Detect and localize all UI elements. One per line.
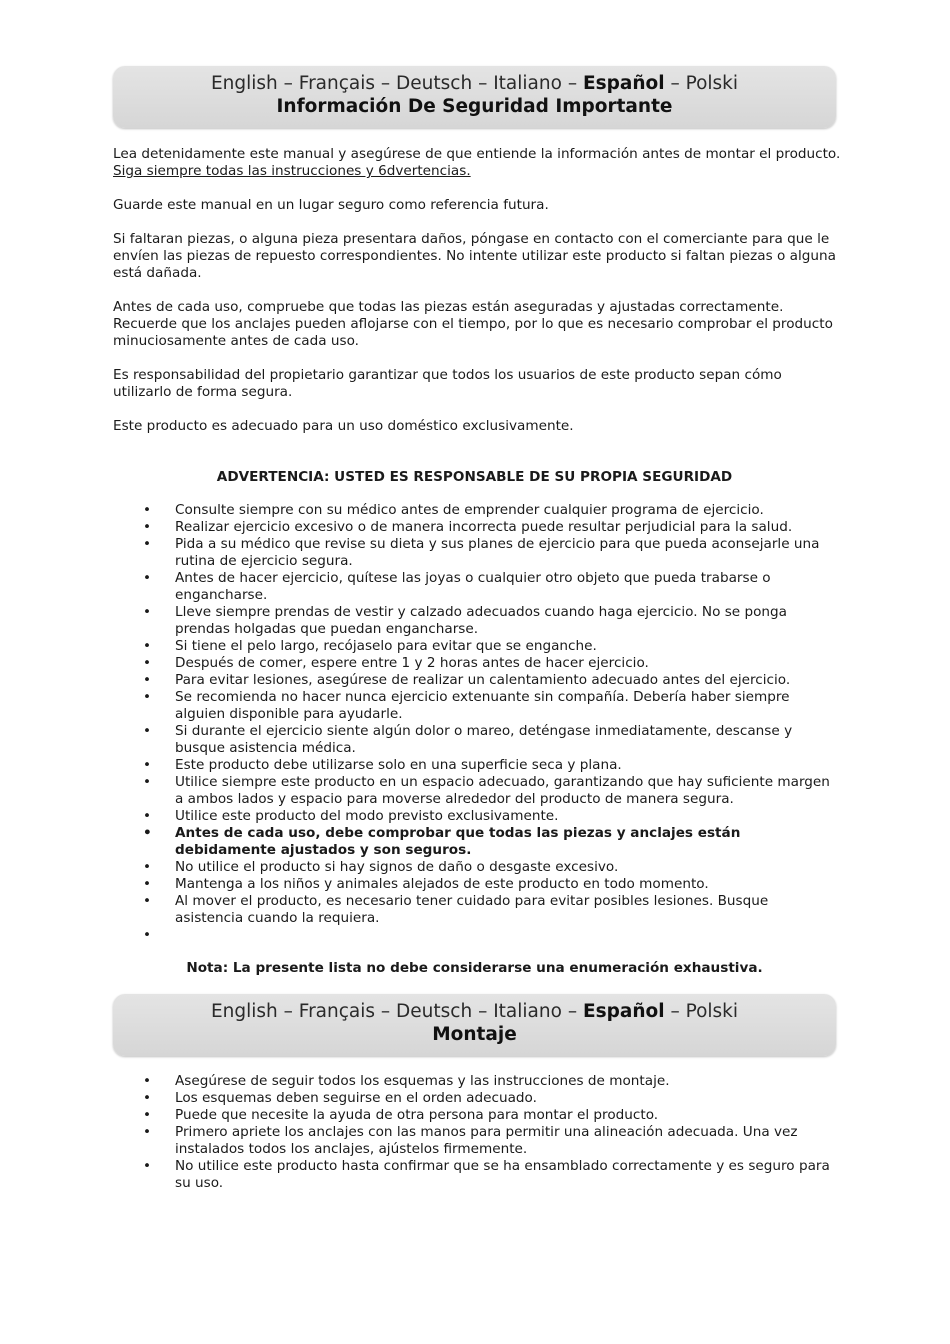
intro-paragraph-6: Este producto es adecuado para un uso doméstico exclusivamente.: [113, 418, 574, 434]
warning-item: • Para evitar lesiones, asegúrese de realizar un calentamiento adecuado antes del ejercicio.: [113, 672, 833, 689]
warning-item: • Utilice siempre este producto en un espacio adecuado, garantizando que hay suficiente margen a ambos lados y espacio para moverse alrededor del producto de manera segura.: [113, 774, 833, 808]
language-selector: [113, 1001, 836, 1023]
lang-polski[interactable]: Polski: [685, 73, 739, 94]
assembly-item: • Asegúrese de seguir todos los esquemas y las instrucciones de montaje.: [113, 1073, 833, 1090]
intro-underlined-instruction: Siga siempre todas las instrucciones y 6dvertencias.: [113, 163, 471, 179]
warning-item: • Después de comer, espere entre 1 y 2 horas antes de hacer ejercicio.: [113, 655, 833, 672]
lang-separator: –: [561, 73, 583, 94]
lang-deutsch[interactable]: Deutsch: [396, 1001, 473, 1022]
lang-separator: –: [375, 1001, 397, 1022]
warning-item: • Consulte siempre con su médico antes de emprender cualquier programa de ejercicio.: [113, 502, 833, 519]
lang-separator: –: [664, 1001, 686, 1022]
language-banner-assembly: [113, 994, 836, 1056]
warning-heading: ADVERTENCIA: USTED ES RESPONSABLE DE SU PROPIA SEGURIDAD: [216, 469, 733, 485]
warning-item: • Este producto debe utilizarse solo en una superficie seca y plana.: [113, 757, 833, 774]
intro-paragraph-1-text: Lea detenidamente este manual y asegúrese de que entiende la información antes de montar el producto.: [113, 146, 841, 162]
warning-item: • Antes de hacer ejercicio, quítese las joyas o cualquier otro objeto que pueda trabarse o engancharse.: [113, 570, 833, 604]
warning-item: • Utilice este producto del modo previsto exclusivamente.: [113, 808, 833, 825]
lang-espanol-active[interactable]: Español: [582, 1001, 665, 1022]
lang-separator: –: [472, 1001, 494, 1022]
warning-item: • Realizar ejercicio excesivo o de manera incorrecta puede resultar perjudicial para la salud.: [113, 519, 833, 536]
lang-english[interactable]: English: [210, 73, 278, 94]
assembly-item: • Los esquemas deben seguirse en el orden adecuado.: [113, 1090, 833, 1107]
warning-list: [113, 502, 833, 944]
intro-paragraph-4: Antes de cada uso, compruebe que todas las piezas están aseguradas y ajustadas correctamente. Recuerde que los anclajes pueden aflojarse con el tiempo, por lo que es necesario comprobar el producto minuciosamente antes de cada uso.: [113, 299, 833, 349]
warning-item: • Al mover el producto, es necesario tener cuidado para evitar posibles lesiones. Busque asistencia cuando la requiera.: [113, 893, 833, 927]
lang-francais[interactable]: Français: [298, 1001, 376, 1022]
lang-espanol-active[interactable]: Español: [582, 73, 665, 94]
lang-deutsch[interactable]: Deutsch: [396, 73, 473, 94]
warning-item: • Pida a su médico que revise su dieta y sus planes de ejercicio para que pueda aconsejarle una rutina de ejercicio segura.: [113, 536, 833, 570]
language-selector: [113, 73, 836, 95]
warning-item: • Lleve siempre prendas de vestir y calzado adecuados cuando haga ejercicio. No se ponga prendas holgadas que puedan engancharse.: [113, 604, 833, 638]
warning-item: • Si tiene el pelo largo, recójaselo para evitar que se enganche.: [113, 638, 833, 655]
warning-item: • Si durante el ejercicio siente algún dolor o mareo, deténgase inmediatamente, descanse y busque asistencia médica.: [113, 723, 833, 757]
lang-italiano[interactable]: Italiano: [493, 1001, 562, 1022]
language-banner-safety: [113, 66, 836, 128]
intro-paragraph-3: Si faltaran piezas, o alguna pieza presentara daños, póngase en contacto con el comerciante para que le envíen las piezas de repuesto correspondientes. No intente utilizar este producto si faltan piezas o alguna está dañada.: [113, 231, 836, 281]
intro-paragraph-5: Es responsabilidad del propietario garantizar que todos los usuarios de este producto sepan cómo utilizarlo de forma segura.: [113, 367, 782, 400]
warning-item: • Mantenga a los niños y animales alejados de este producto en todo momento.: [113, 876, 833, 893]
lang-separator: –: [561, 1001, 583, 1022]
lang-separator: –: [277, 1001, 299, 1022]
assembly-item: • Puede que necesite la ayuda de otra persona para montar el producto.: [113, 1107, 833, 1124]
section-title-assembly: Montaje: [432, 1024, 517, 1045]
assembly-item: • No utilice este producto hasta confirmar que se ha ensamblado correctamente y es seguro para su uso.: [113, 1158, 833, 1192]
assembly-item: • Primero apriete los anclajes con las manos para permitir una alineación adecuada. Una vez instalados todos los anclajes, ajústelos firmemente.: [113, 1124, 833, 1158]
warning-item: • Se recomienda no hacer nunca ejercicio extenuante sin compañía. Debería haber siempre alguien disponible para ayudarle.: [113, 689, 833, 723]
lang-english[interactable]: English: [210, 1001, 278, 1022]
lang-separator: –: [472, 73, 494, 94]
intro-paragraph-1: [113, 146, 843, 180]
lang-francais[interactable]: Français: [298, 73, 376, 94]
lang-polski[interactable]: Polski: [685, 1001, 739, 1022]
warning-item-empty: [113, 927, 833, 944]
lang-separator: –: [277, 73, 299, 94]
lang-separator: –: [375, 73, 397, 94]
warning-item-emphasized: • Antes de cada uso, debe comprobar que todas las piezas y anclajes están debidamente ajustados y son seguros.: [113, 825, 833, 859]
intro-paragraph-2: Guarde este manual en un lugar seguro como referencia futura.: [113, 197, 549, 213]
section-title-safety: Información De Seguridad Importante: [276, 96, 673, 117]
lang-separator: –: [664, 73, 686, 94]
assembly-list: [113, 1073, 833, 1192]
lang-italiano[interactable]: Italiano: [493, 73, 562, 94]
warning-note: Nota: La presente lista no debe considerarse una enumeración exhaustiva.: [186, 960, 763, 976]
warning-item: • No utilice el producto si hay signos de daño o desgaste excesivo.: [113, 859, 833, 876]
